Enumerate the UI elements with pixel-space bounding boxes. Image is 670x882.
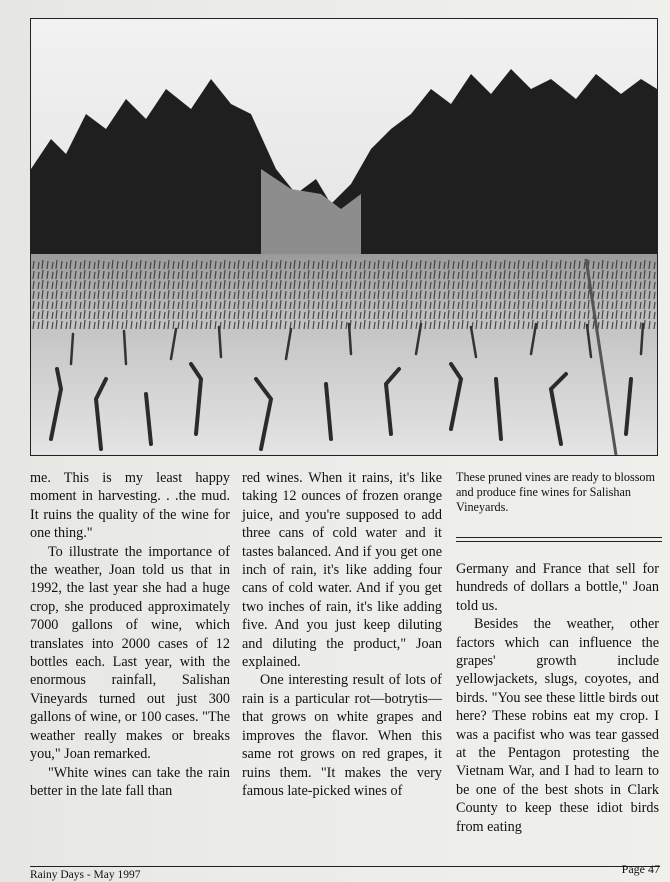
photo-caption: These pruned vines are ready to blossom and produce fine wines for Salishan Vineyards.: [456, 470, 656, 514]
paragraph: Besides the weather, other factors which can influence the grapes' growth include yellowjackets, slugs, coyotes, and birds. "You see these little birds out here? These robins eat my crop. I was a pacifist who was tear gassed at the Pentagon protesting the Vietnam War, and I had to learn to be one of the best shots in Clark County to keep these idiot birds from eating: [456, 616, 659, 835]
vineyard-photo: [30, 18, 658, 456]
paragraph: me. This is my least happy moment in harvesting. . .the mud. It ruins the quality of the wine for one thing.": [30, 470, 230, 542]
footer-publication: Rainy Days - May 1997: [30, 869, 141, 881]
page-number: Page 47: [621, 862, 660, 876]
paragraph: "White wines can take the rain better in the late fall than: [30, 764, 230, 799]
paragraph: To illustrate the importance of the weather, Joan told us that in 1992, the last year she had a huge crop, she produced approximately 7000 gallons of wine, which translates into 2000 cases of 12 bottles each. Last year, with the enormous rainfall, Salishan Vineyards turned out just 300 gallons of wine, or 100 cases. "The weather really makes or breaks you," Joan remarked.: [30, 543, 230, 763]
footer-divider: [30, 866, 660, 867]
text-column-3: [456, 560, 659, 836]
paragraph: One interesting result of lots of rain is a particular rot—botrytis—that grows on white grapes and improves the flavor. When this same rot grows on red grapes, it ruins them. "It makes the very famous late-picked wines of: [242, 672, 442, 799]
text-column-2: [242, 469, 442, 800]
paragraph: red wines. When it rains, it's like taking 12 ounces of frozen orange juice, and you're supposed to add three cans of cold water and it tastes balanced. And if you get one inch of rain, it's like adding four cans of cold water. And if you get two inches of rain, it's like adding five. And you just keep diluting and diluting the product," Joan explained.: [242, 470, 442, 671]
vineyard-image: [31, 19, 657, 455]
paragraph: Germany and France that sell for hundreds of dollars a bottle," Joan told us.: [456, 561, 659, 614]
caption-divider: [456, 537, 662, 542]
text-column-1: [30, 469, 230, 800]
